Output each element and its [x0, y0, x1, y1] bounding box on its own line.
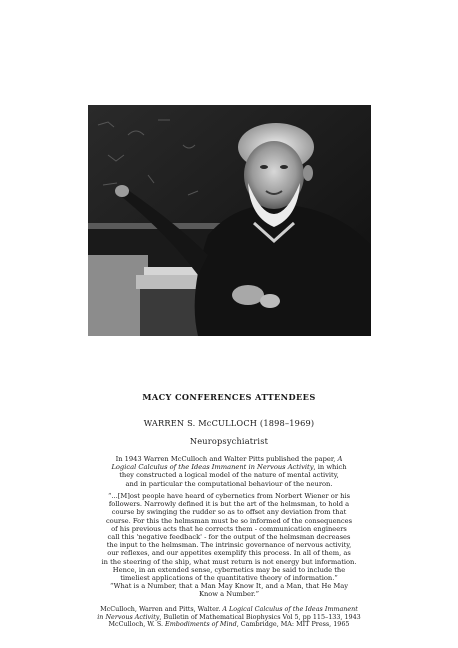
person-name: WARREN S. McCULLOCH (1898–1969): [143, 418, 315, 428]
quote-paragraph: [76, 492, 382, 582]
reference-line-2: in Nervous Activity, Bulletin of Mathematical Biophysics Vol 5, pp 115–133, 1943: [97, 612, 361, 621]
quote-line: course. For this the helmsman must be so informed of the consequences: [105, 516, 353, 525]
person-role: Neuropsychiatrist: [189, 436, 269, 446]
quote-line: of his previous acts that he corrects them - communication engineers: [111, 524, 347, 533]
quote-line: in the steering of the ship, what must return is not energy but information.: [101, 557, 357, 566]
citation-title: [76, 582, 382, 598]
portrait-photo: [88, 105, 371, 336]
references: [76, 606, 382, 629]
quote-line: call this 'negative feedback' - for the output of the helmsman decreases: [107, 533, 351, 542]
quote-line: “...[M]ost people have heard of cybernetics from Norbert Wiener or his: [107, 492, 351, 500]
quote-line: followers. Narrowly defined it is but the art of the helmsman, to hold a: [108, 500, 350, 509]
intro-paragraph: [76, 455, 382, 488]
reference-line-1: McCulloch, Warren and Pitts, Walter. A Logical Calculus of the Ideas Immanent: [100, 605, 358, 613]
quote-line: the input to the helmsman. The intrinsic governance of nervous activity,: [106, 541, 352, 550]
quote-line: course by swinging the rudder so as to offset any deviation from that: [111, 508, 347, 517]
intro-line-2: Logical Calculus of the Ideas Immanent in Nervous Activity, in which: [111, 463, 347, 472]
page-heading: MACY CONFERENCES ATTENDEES: [142, 392, 316, 402]
intro-line-3: they constructed a logical model of the nature of mental activity,: [119, 471, 339, 480]
intro-line-4: and in particular the computational behaviour of the neuron.: [125, 479, 333, 488]
reference-line-3: McCulloch, W. S. Embodiments of Mind, Cambridge, MA: MIT Press, 1965: [108, 620, 350, 629]
quote-line: timeliest applications of the quantitative theory of information.”: [120, 574, 338, 583]
intro-line-1: In 1943 Warren McCulloch and Walter Pitts published the paper, A: [115, 455, 343, 463]
citation-line: Know a Number.”: [198, 590, 260, 599]
quote-line: our reflexes, and our appetites exemplify this process. In all of them, as: [107, 549, 351, 558]
citation-line: “What is a Number, that a Man May Know It, and a Man, that He May: [109, 582, 349, 590]
portrait-illustration: [88, 105, 371, 336]
quote-line: Hence, in an extended sense, cybernetics may be said to include the: [112, 565, 346, 574]
